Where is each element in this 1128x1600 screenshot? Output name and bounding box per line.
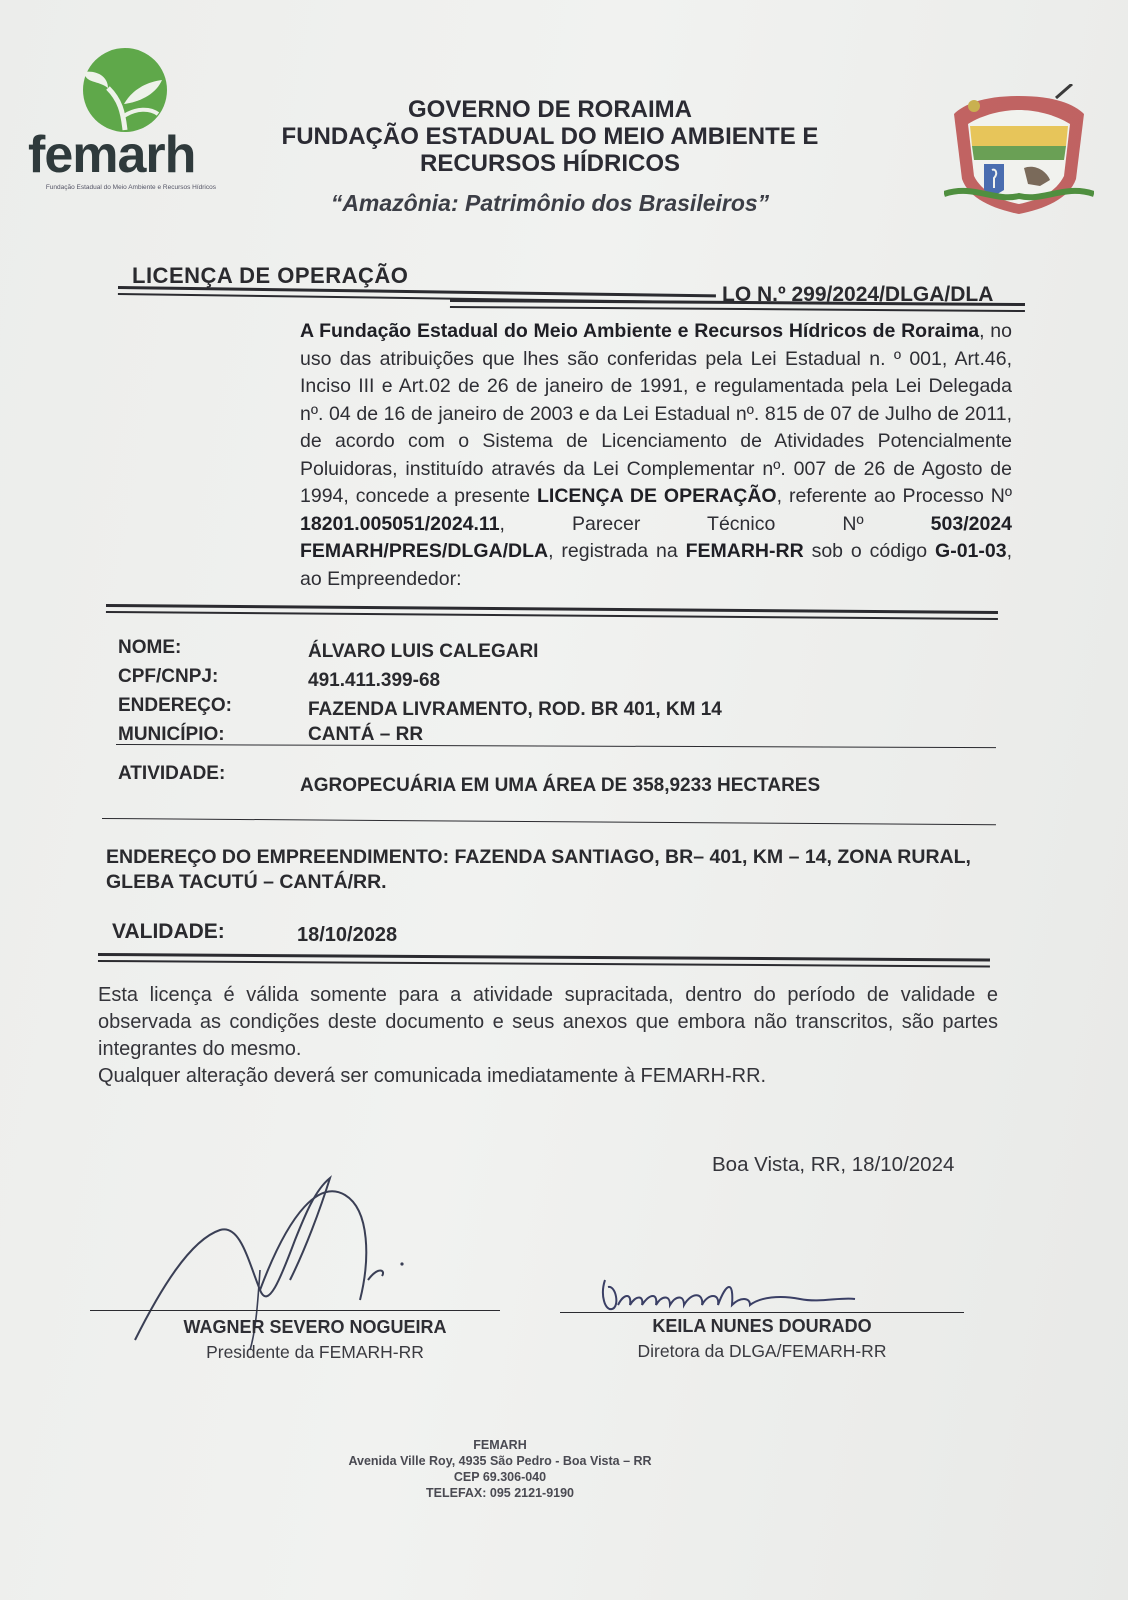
name-value: ÁLVARO LUIS CALEGARI bbox=[308, 641, 539, 662]
cpf-value: 491.411.399-68 bbox=[308, 670, 441, 691]
cpf-row bbox=[118, 664, 998, 693]
signature-2-line bbox=[560, 1312, 964, 1313]
footer bbox=[300, 1437, 700, 1501]
signature-1-line bbox=[90, 1310, 500, 1311]
validity-label: VALIDADE: bbox=[112, 920, 225, 943]
city-label: MUNICÍPIO: bbox=[118, 724, 225, 745]
intro-text-5: sob o código bbox=[803, 540, 936, 562]
signature-2-name: KEILA NUNES DOURADO bbox=[652, 1316, 872, 1336]
activity-value: AGROPECUÁRIA EM UMA ÁREA DE 358,9233 HECTARES bbox=[300, 775, 821, 796]
femarh-logo-subtitle: Fundação Estadual do Meio Ambiente e Recursos Hídricos bbox=[45, 184, 216, 191]
name-row bbox=[118, 635, 998, 664]
signature-1-role: Presidente da FEMARH-RR bbox=[206, 1342, 424, 1362]
cpf-label: CPF/CNPJ: bbox=[118, 666, 219, 687]
conditions-text bbox=[98, 982, 998, 1090]
place-date: Boa Vista, RR, 18/10/2024 bbox=[712, 1153, 955, 1176]
name-label: NOME: bbox=[118, 637, 182, 658]
conditions-paragraph-2: Qualquer alteração deverá ser comunicada imediatamente à FEMARH-RR. bbox=[98, 1065, 767, 1087]
header-divider-left bbox=[118, 286, 716, 297]
conditions-paragraph-1: Esta licença é válida somente para a atividade supracitada, dentro do período de validade e observada as condições deste documento e seus anexos que embora não transcritos, são partes integrantes do mesmo. bbox=[98, 984, 998, 1060]
license-term: LICENÇA DE OPERAÇÃO bbox=[537, 485, 777, 507]
address-value: FAZENDA LIVRAMENTO, ROD. BR 401, KM 14 bbox=[308, 699, 722, 720]
enterprise-address: ENDEREÇO DO EMPREENDIMENTO: FAZENDA SANTIAGO, BR– 401, KM – 14, ZONA RURAL, GLEBA TACUTÚ – CANTÁ/RR. bbox=[106, 846, 971, 893]
signature-2-role: Diretora da DLGA/FEMARH-RR bbox=[637, 1341, 887, 1361]
gov-line-2: FUNDAÇÃO ESTADUAL DO MEIO AMBIENTE E bbox=[281, 123, 819, 150]
roraima-coat-of-arms-icon bbox=[944, 84, 1094, 224]
signature-1-name: WAGNER SEVERO NOGUEIRA bbox=[183, 1317, 447, 1337]
entrepreneur-fields bbox=[118, 635, 998, 747]
address-label: ENDEREÇO: bbox=[118, 695, 233, 716]
gov-line-3: RECURSOS HÍDRICOS bbox=[419, 150, 681, 177]
footer-phone: TELEFAX: 095 2121-9190 bbox=[426, 1486, 574, 1500]
city-row bbox=[118, 722, 998, 747]
validity-divider bbox=[98, 953, 990, 961]
address-row bbox=[118, 693, 998, 722]
fields-divider-top bbox=[106, 604, 998, 614]
signature-2-scribble bbox=[600, 1275, 890, 1320]
license-title: LICENÇA DE OPERAÇÃO bbox=[132, 263, 409, 288]
intro-text-1: , no uso das atribuições que lhes são conferidas pela Lei Estadual n. º 001, Art.46, Inciso III e Art.02 de 26 de janeiro de 1991, e regulamentada pela Lei Delegada nº. 04 de 16 de janeiro de 2003 e da Lei Estadual nº. 815 de 07 de Julho de 2011, de acordo com o Sistema de Licenciamento de Atividades Potencialmente Poluidoras, instituído através da Lei Complementar nº. 007 de 26 de Agosto de 1994, concede a presente bbox=[300, 320, 1012, 507]
process-number: 18201.005051/2024.11 bbox=[300, 512, 500, 535]
intro-text-3: , Parecer Técnico Nº bbox=[499, 512, 931, 535]
femarh-wordmark: femarh bbox=[28, 126, 196, 184]
license-number: LO N.º 299/2024/DLGA/DLA bbox=[722, 283, 994, 306]
footer-org: FEMARH bbox=[473, 1438, 527, 1452]
gov-line-1: GOVERNO DE RORAIMA bbox=[407, 96, 692, 123]
city-value: CANTÁ – RR bbox=[308, 724, 424, 745]
registry-name: FEMARH-RR bbox=[685, 540, 804, 562]
intro-text-6: , ao Empreendedor: bbox=[300, 540, 1012, 590]
intro-paragraph bbox=[300, 318, 1012, 593]
footer-cep: CEP 69.306-040 bbox=[453, 1470, 547, 1484]
parecer-number: 503/2024 FEMARH/PRES/DLGA/DLA bbox=[300, 512, 1012, 562]
footer-address: Avenida Ville Roy, 4935 São Pedro - Boa Vista – RR bbox=[348, 1454, 652, 1468]
government-heading bbox=[230, 96, 870, 177]
activity-divider-bottom bbox=[102, 818, 996, 825]
org-name: A Fundação Estadual do Meio Ambiente e Recursos Hídricos de Roraima bbox=[300, 320, 980, 342]
validity-value: 18/10/2028 bbox=[297, 924, 398, 946]
activity-label: ATIVIDADE: bbox=[118, 763, 226, 784]
intro-text-2: , referente ao Processo Nº bbox=[776, 485, 1012, 507]
activity-code: G-01-03 bbox=[935, 540, 1007, 562]
intro-text-4: , registrada na bbox=[548, 540, 686, 562]
slogan: “Amazônia: Patrimônio dos Brasileiros” bbox=[330, 190, 770, 216]
